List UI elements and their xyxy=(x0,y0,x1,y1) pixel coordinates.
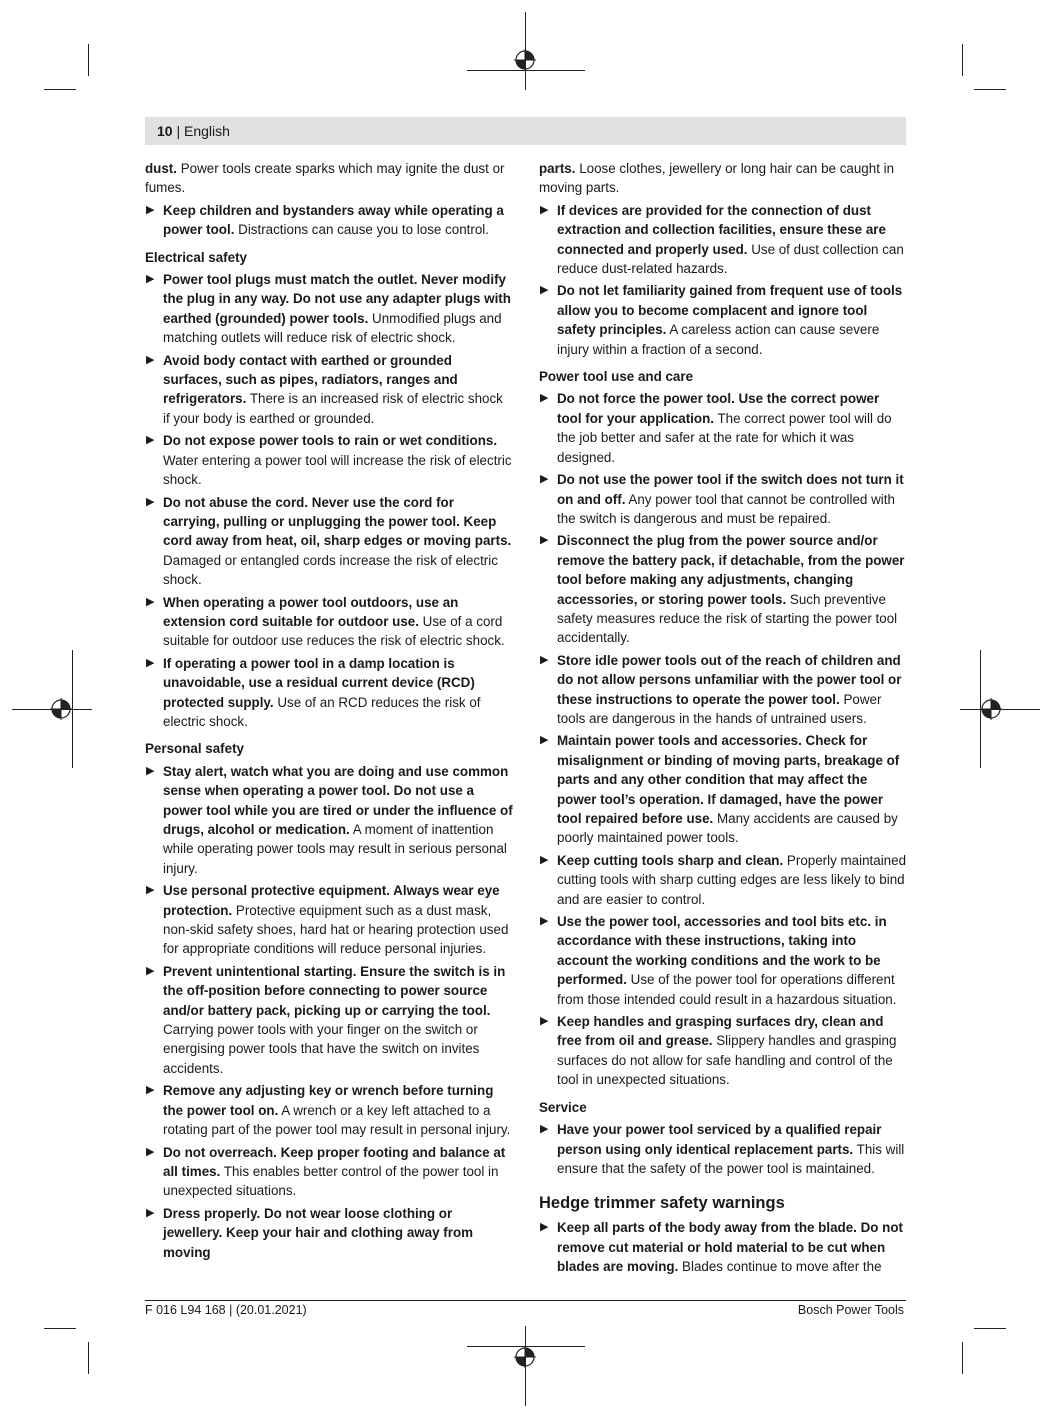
explanation-text: Any power tool that cannot be controlled with the switch is dangerous and must be repaired. xyxy=(557,491,895,526)
safety-item xyxy=(145,201,513,240)
warning-text: If devices are provided for the connection of dust extraction and collection facilities, ensure these are connected and properly used. xyxy=(557,202,886,257)
warning-text: Disconnect the plug from the power source and/or remove the battery pack, if detachable, from the power tool before making any adjustments, changing accessories, or storing power tools. xyxy=(557,533,905,607)
triangle-bullet-icon: ▶ xyxy=(146,1206,155,1219)
triangle-bullet-icon: ▶ xyxy=(540,473,549,486)
explanation-text: Carrying power tools with your finger on the switch or energising power tools that have the switch on invites accidents. xyxy=(163,1022,480,1076)
explanation-text: Loose clothes, jewellery or long hair can be caught in moving parts. xyxy=(539,161,895,196)
triangle-bullet-icon: ▶ xyxy=(540,915,549,928)
safety-item xyxy=(145,962,513,1078)
warning-text: Power tool plugs must match the outlet. Never modify the plug in any way. Do not use any adapter plugs with earthed (grounded) power tools. xyxy=(163,272,511,326)
header-text xyxy=(157,122,230,140)
footer-document-id: F 016 L94 168 | (20.01.2021) xyxy=(145,1303,307,1317)
explanation-text: This enables better control of the power tool in unexpected situations. xyxy=(163,1163,499,1199)
triangle-bullet-icon: ▶ xyxy=(540,734,549,747)
warning-text: Have your power tool serviced by a qualified repair person using only identical replacement parts. xyxy=(557,1122,882,1157)
safety-item xyxy=(145,881,513,959)
crop-mark xyxy=(962,44,963,76)
crop-mark xyxy=(88,1342,89,1374)
section-heading: Personal safety xyxy=(145,741,244,757)
triangle-bullet-icon: ▶ xyxy=(146,884,155,897)
triangle-bullet-icon: ▶ xyxy=(146,595,155,608)
warning-text: Do not force the power tool. Use the correct power tool for your application. xyxy=(557,391,880,426)
explanation-text: Use of dust collection can reduce dust-related hazards. xyxy=(557,241,904,277)
continued-paragraph xyxy=(539,159,907,198)
section-heading: Service xyxy=(539,1099,587,1115)
subsection-title: Hedge trimmer safety warnings xyxy=(539,1194,785,1213)
safety-item xyxy=(145,654,513,732)
warning-text: Maintain power tools and accessories. Check for misalignment or binding of moving parts, breakage of parts and any other condition that may affect the power tool’s operation. If damaged, have the power tool repaired before use. xyxy=(557,733,900,826)
registration-mark-icon xyxy=(514,49,536,71)
safety-item xyxy=(539,912,907,1009)
warning-text: Do not let familiarity gained from frequent use of tools allow you to become complacent and ignore tool safety principles. xyxy=(557,283,903,338)
triangle-bullet-icon: ▶ xyxy=(146,656,155,669)
safety-item xyxy=(145,1143,513,1201)
explanation-text: This will ensure that the safety of the power tool is maintained. xyxy=(557,1141,905,1176)
safety-item xyxy=(145,593,513,651)
warning-text: dust. xyxy=(145,161,177,176)
triangle-bullet-icon: ▶ xyxy=(146,495,155,508)
explanation-text: Unmodified plugs and matching outlets will reduce risk of electric shock. xyxy=(163,310,502,346)
warning-text: Keep cutting tools sharp and clean. xyxy=(557,852,784,868)
warning-text: Keep all parts of the body away from the blade. Do not remove cut material or hold material to be cut when blades are moving. xyxy=(557,1220,903,1275)
warning-text: Do not overreach. Keep proper footing and balance at all times. xyxy=(163,1144,506,1179)
safety-item xyxy=(539,731,907,847)
header-language: English xyxy=(184,123,230,139)
continued-paragraph xyxy=(145,159,513,198)
warning-text: Do not abuse the cord. Never use the cord for carrying, pulling or unplugging the power tool. Keep cord away from heat, oil, sharp edges or moving parts. xyxy=(163,494,512,549)
explanation-text: Protective equipment such as a dust mask, non-skid safety shoes, hard hat or hearing protection used for appropriate conditions will reduce personal injuries. xyxy=(163,902,509,957)
triangle-bullet-icon: ▶ xyxy=(146,203,155,216)
warning-text: Stay alert, watch what you are doing and use common sense when operating a power tool. Do not use a power tool while you are tired or under the influence of drugs, alcohol or medication. xyxy=(163,763,513,837)
safety-item xyxy=(539,281,907,359)
explanation-text: There is an increased risk of electric shock if your body is earthed or grounded. xyxy=(163,391,503,426)
crop-mark xyxy=(962,1342,963,1374)
crop-mark xyxy=(44,89,76,90)
explanation-text: Damaged or entangled cords increase the risk of electric shock. xyxy=(163,552,498,588)
warning-text: Dress properly. Do not wear loose clothing or jewellery. Keep your hair and clothing away from moving xyxy=(163,1205,474,1260)
safety-item xyxy=(145,431,513,489)
warning-text: Use personal protective equipment. Always wear eye protection. xyxy=(163,883,500,918)
warning-text: Store idle power tools out of the reach of children and do not allow persons unfamiliar with the power tool or these instructions to operate the power tool. xyxy=(557,652,902,707)
triangle-bullet-icon: ▶ xyxy=(146,764,155,777)
warning-text: Prevent unintentional starting. Ensure the switch is in the off-position before connecting to power source and/or battery pack, picking up or carrying the tool. xyxy=(163,963,506,1018)
explanation-text: Slippery handles and grasping surfaces do not allow for safe handling and control of the tool in unexpected situations. xyxy=(557,1033,897,1088)
explanation-text: Blades continue to move after the xyxy=(678,1259,882,1275)
safety-item xyxy=(145,493,513,590)
explanation-text: Use of the power tool for operations different from those intended could result in a hazardous situation. xyxy=(557,972,897,1007)
safety-item xyxy=(539,531,907,647)
crop-mark xyxy=(88,44,89,76)
explanation-text: Such preventive safety measures reduce the risk of starting the power tool accidentally. xyxy=(557,591,898,646)
warning-text: If operating a power tool in a damp location is unavoidable, use a residual current device (RCD) protected supply. xyxy=(163,655,475,710)
crop-mark xyxy=(44,1328,76,1329)
section-heading: Electrical safety xyxy=(145,249,247,265)
warning-text: Avoid body contact with earthed or grounded surfaces, such as pipes, radiators, ranges and refrigerators. xyxy=(163,352,458,407)
registration-mark-icon xyxy=(980,698,1002,720)
explanation-text: Water entering a power tool will increase the risk of electric shock. xyxy=(163,452,512,488)
triangle-bullet-icon: ▶ xyxy=(146,1145,155,1158)
safety-item xyxy=(145,351,513,429)
crop-mark xyxy=(974,1328,1006,1329)
explanation-text: Power tools are dangerous in the hands of untrained users. xyxy=(557,691,882,726)
triangle-bullet-icon: ▶ xyxy=(540,392,549,405)
safety-item xyxy=(539,470,907,528)
triangle-bullet-icon: ▶ xyxy=(146,353,155,366)
page-header xyxy=(145,117,906,145)
explanation-text: Use of a cord suitable for outdoor use reduces the risk of electric shock. xyxy=(163,613,505,649)
safety-item xyxy=(539,201,907,279)
explanation-text: Distractions can cause you to lose control. xyxy=(234,222,489,238)
warning-text: Use the power tool, accessories and tool bits etc. in accordance with these instructions, taking into account the working conditions and the work to be performed. xyxy=(557,914,887,988)
explanation-text: A moment of inattention while operating power tools may result in serious personal injury. xyxy=(163,822,507,876)
right-column xyxy=(539,159,907,1280)
left-column xyxy=(145,159,513,1265)
warning-text: Remove any adjusting key or wrench before turning the power tool on. xyxy=(163,1083,494,1118)
page-number: 10 xyxy=(157,123,173,139)
triangle-bullet-icon: ▶ xyxy=(540,1015,549,1028)
safety-item xyxy=(539,1120,907,1178)
triangle-bullet-icon: ▶ xyxy=(540,853,549,866)
triangle-bullet-icon: ▶ xyxy=(540,653,549,666)
triangle-bullet-icon: ▶ xyxy=(540,1123,549,1136)
safety-item xyxy=(539,851,907,909)
crop-mark xyxy=(974,89,1006,90)
explanation-text: Many accidents are caused by poorly maintained power tools. xyxy=(557,811,898,846)
explanation-text: Use of an RCD reduces the risk of electric shock. xyxy=(163,694,481,729)
safety-item xyxy=(145,1204,513,1262)
header-separator: | xyxy=(172,123,184,139)
registration-mark-icon xyxy=(50,698,72,720)
section-heading: Power tool use and care xyxy=(539,369,694,385)
triangle-bullet-icon: ▶ xyxy=(540,284,549,297)
warning-text: Do not expose power tools to rain or wet conditions. xyxy=(163,433,498,449)
warning-text: Keep handles and grasping surfaces dry, clean and free from oil and grease. xyxy=(557,1014,884,1049)
safety-item xyxy=(145,762,513,878)
safety-item xyxy=(145,270,513,348)
explanation-text: A careless action can cause severe injury within a fraction of a second. xyxy=(557,322,880,357)
triangle-bullet-icon: ▶ xyxy=(146,964,155,977)
warning-text: When operating a power tool outdoors, use an extension cord suitable for outdoor use. xyxy=(163,594,459,629)
triangle-bullet-icon: ▶ xyxy=(146,273,155,286)
safety-item xyxy=(539,1218,907,1276)
triangle-bullet-icon: ▶ xyxy=(146,434,155,447)
warning-text: parts. xyxy=(539,161,576,176)
warning-text: Do not use the power tool if the switch does not turn it on and off. xyxy=(557,472,904,507)
triangle-bullet-icon: ▶ xyxy=(540,534,549,547)
safety-item xyxy=(539,651,907,729)
registration-mark-icon xyxy=(514,1346,536,1368)
triangle-bullet-icon: ▶ xyxy=(540,1221,549,1234)
explanation-text: Properly maintained cutting tools with sharp cutting edges are less likely to bind and are easier to control. xyxy=(557,852,907,907)
explanation-text: A wrench or a key left attached to a rotating part of the power tool may result in personal injury. xyxy=(163,1102,511,1138)
triangle-bullet-icon: ▶ xyxy=(540,203,549,216)
triangle-bullet-icon: ▶ xyxy=(146,1084,155,1097)
explanation-text: Power tools create sparks which may ignite the dust or fumes. xyxy=(145,161,505,196)
footer-brand: Bosch Power Tools xyxy=(797,1303,904,1317)
footer-rule xyxy=(145,1300,906,1301)
warning-text: Keep children and bystanders away while operating a power tool. xyxy=(163,202,504,238)
safety-item xyxy=(145,1081,513,1139)
explanation-text: The correct power tool will do the job better and safer at the rate for which it was designed. xyxy=(557,410,892,465)
safety-item xyxy=(539,389,907,467)
safety-item xyxy=(539,1012,907,1090)
